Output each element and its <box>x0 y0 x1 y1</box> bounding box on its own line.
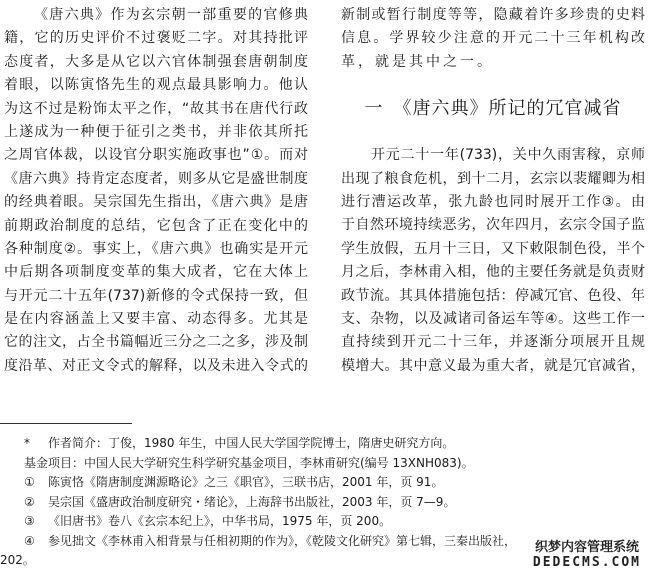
footnote-text: 参见拙文《李林甫入相背景与任相初期的作为》，《乾陵文化研究》第七辑，三秦出版社， <box>48 533 517 548</box>
text-line: 与开元二十五年(737)新修的令式保持一致，但 <box>4 287 308 304</box>
footnote <box>0 493 649 513</box>
footnote-text: 作者简介：丁俊，1980 年生，中国人民大学国学院博士，隋唐史研究方向。 <box>48 436 455 450</box>
text-line: 态度者，大多是从它以六官体制强套唐朝制度 <box>4 53 308 70</box>
text-line: 革，就是其中之一。 <box>341 53 494 70</box>
text-line: 中后期各项制度变革的集大成者，它在大体上 <box>4 264 308 281</box>
footnote-mark: ③ <box>24 514 35 528</box>
text-line: 《唐六典》作为玄宗朝一部重要的官修典 <box>34 7 308 23</box>
text-line: 籍，它的历史评价不过褒贬二字。对其持批评 <box>4 30 308 47</box>
footnote-divider <box>0 423 132 424</box>
footnote-text: 吴宗国《盛唐政治制度研究・绪论》，上海辞书出版社，2003 年，页 7—9。 <box>48 494 456 509</box>
text-line: 出现了粮食危机，到十二月，玄宗以裴耀卿为相 <box>341 170 645 187</box>
footnote-mark: ① <box>24 475 35 489</box>
text-line: 月之后，李林甫入相，他的主要任务就是负责财 <box>341 264 645 281</box>
footnote-text: 《旧唐书》卷八《玄宗本纪上》，中华书局，1975 年，页 200。 <box>48 514 392 528</box>
footnote-mark: ④ <box>24 533 35 548</box>
footnote-text: 陈寅恪《隋唐制度渊源略论》之三《职官》，三联书店，2001 年，页 91。 <box>48 475 444 489</box>
footnote-mark: ② <box>24 494 35 509</box>
text-line: 的经典着眼。吴宗国先生指出，《唐六典》是唐 <box>4 194 308 211</box>
text-line: 上遂成为一种便于征引之类书，并非依其所托 <box>4 123 308 140</box>
text-line: 《唐六典》持肯定态度者，则多从它是盛世制度 <box>4 170 308 187</box>
text-line: 度沿革、对正文令式的解释，以及未进入令式的 <box>4 357 308 374</box>
text-line: 进行漕运改革，张九龄也同时展开工作③。由 <box>341 193 645 210</box>
text-line: 前期政治制度的总结，它包含了正在变化中的 <box>4 217 308 234</box>
text-line: 各种制度②。事实上，《唐六典》也确实是开元 <box>4 240 308 257</box>
author-note <box>0 434 649 454</box>
text-line: 学生放假，五月十三日，又下敕限制色役，半个 <box>341 240 645 257</box>
section-heading: 一 《唐六典》所记的冗官减省 <box>364 98 622 120</box>
left-column <box>4 4 308 378</box>
text-line: 之周官体裁，以设官分职实施政事也”①。而对 <box>4 147 308 164</box>
footnote-mark: * <box>24 436 30 450</box>
text-line: 模增大。其中意义最为重大者，就是冗官减省， <box>341 357 645 374</box>
text-line: 为这不过是粉饰太平之作，“故其书在唐代行政 <box>4 100 308 117</box>
footnote <box>0 473 649 493</box>
text-line: 新制或暂行制度等等，隐藏着许多珍贵的史料 <box>341 7 645 23</box>
text-line: 着眼，以陈寅恪先生的观点最具影响力。他认 <box>4 77 308 94</box>
watermark-line2: DEDECMS.COM <box>532 555 641 570</box>
text-line: 信息。学界较少注意的开元二十三年机构改 <box>341 30 645 47</box>
watermark-line1: 织梦内容管理系统 <box>534 540 639 555</box>
text-line: 它的注文，占全书篇幅近三分之二之多，涉及制 <box>4 334 308 351</box>
watermark-logo <box>531 536 643 570</box>
footnote <box>0 512 649 532</box>
text-line: 政节流。其具体措施包括：停减冗官、色役、年 <box>341 287 645 304</box>
right-column <box>341 4 645 378</box>
fund-note: 基金项目：中国人民大学研究生科学研究基金项目，李林甫研究(编号 13XNH083)。 <box>24 455 474 470</box>
footnote-continuation: 202。 <box>0 553 35 567</box>
text-line: 支、杂物，以及减诸司备运车等④。这些工作一 <box>341 310 645 327</box>
text-line: 开元二十一年(733)，关中久雨害稼，京师 <box>371 147 645 164</box>
text-line: 于自然环境持续恶劣，次年四月，玄宗令国子监 <box>341 217 645 234</box>
text-line: 是在内容涵盖上又要丰富、动态得多。尤其是 <box>4 311 308 328</box>
text-line: 直持续到开元二十三年，并逐渐分项展开且规 <box>341 334 645 351</box>
